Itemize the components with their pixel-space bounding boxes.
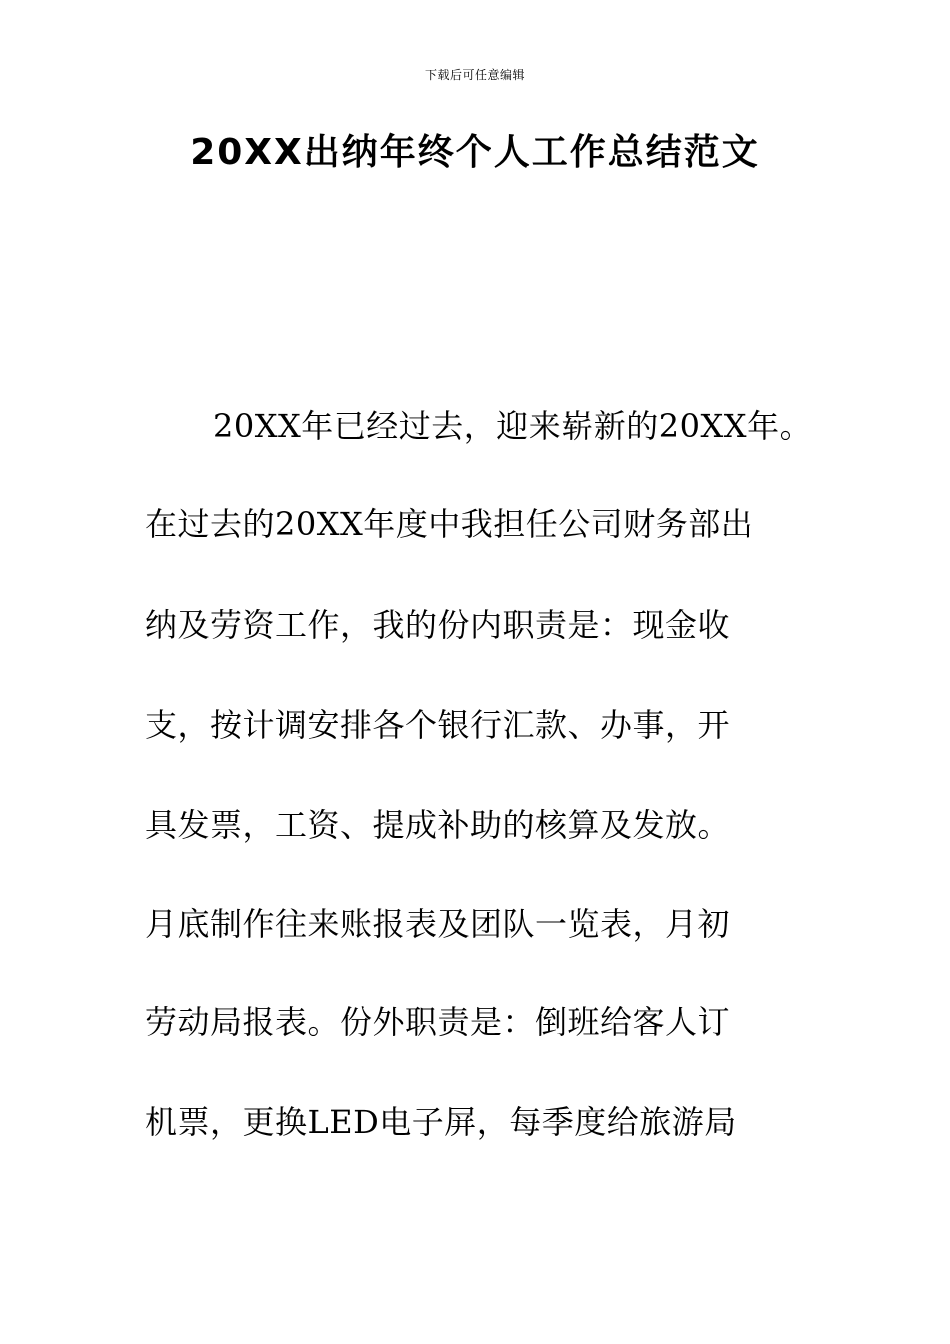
body-line: 20XX年已经过去，迎来崭新的20XX年。 <box>213 407 813 445</box>
body-line: 支，按计调安排各个银行汇款、办事，开 <box>145 706 731 744</box>
body-line: 机票，更换LED电子屏，每季度给旅游局 <box>145 1103 737 1141</box>
body-line: 月底制作往来账报表及团队一览表，月初 <box>145 905 731 943</box>
header-note: 下载后可任意编辑 <box>424 68 525 82</box>
body-line: 纳及劳资工作，我的份内职责是：现金收 <box>145 606 731 644</box>
body-line: 具发票，工资、提成补助的核算及发放。 <box>145 806 731 844</box>
body-line: 在过去的20XX年度中我担任公司财务部出 <box>145 505 754 543</box>
body-line: 劳动局报表。份外职责是：倒班给客人订 <box>145 1003 731 1041</box>
document-title: 20XX出纳年终个人工作总结范文 <box>190 132 760 173</box>
